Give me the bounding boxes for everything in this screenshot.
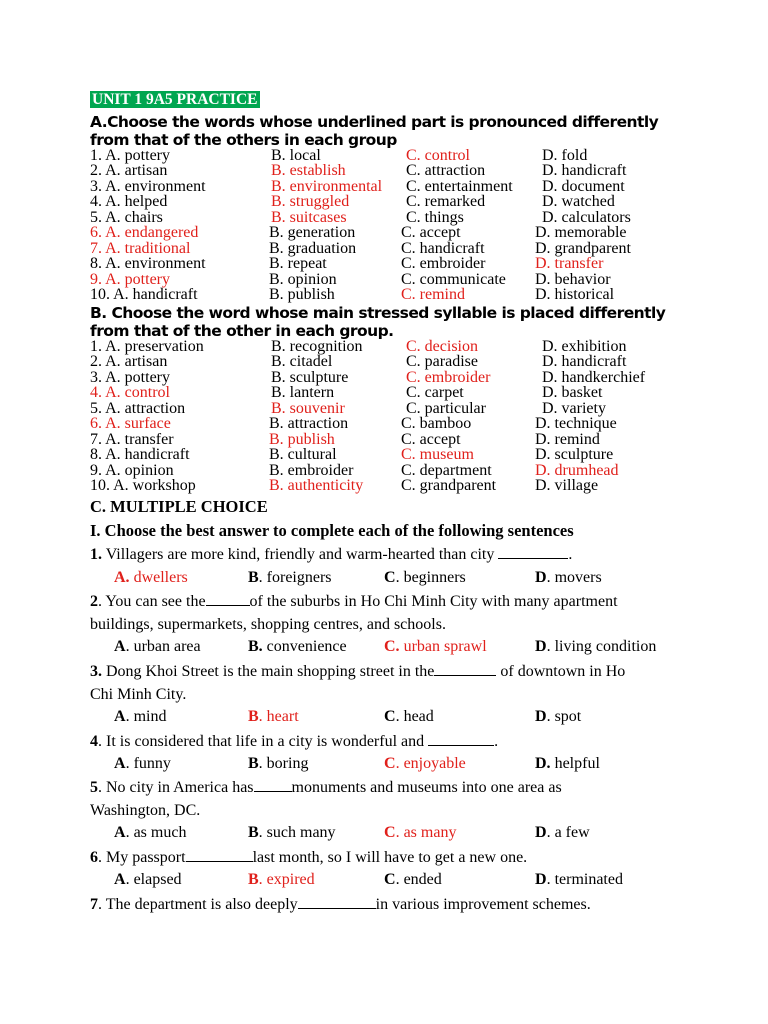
answer-blank (206, 591, 250, 606)
option-b-answer: B. souvenir (271, 400, 345, 417)
option-d-answer: D. drumhead (535, 462, 619, 479)
option-d: D. behavior (535, 271, 611, 288)
option-c-answer: C. urban sprawl (384, 638, 487, 655)
option-a: 1. A. pottery (90, 147, 170, 164)
option-b: B. opinion (269, 271, 337, 288)
option-b: B. generation (269, 224, 356, 241)
option-b: B. local (271, 147, 321, 164)
option-d: D. watched (542, 193, 615, 210)
question-3 (90, 660, 690, 706)
option-b: B. such many (248, 824, 336, 841)
option-c-answer: C. remind (401, 286, 465, 303)
question-text-end: monuments and museums into one area as (291, 779, 562, 796)
answer-blank (298, 894, 376, 909)
option-c: C. accept (401, 431, 461, 448)
option-d: D. terminated (535, 871, 623, 888)
option-b: B. citadel (271, 353, 333, 370)
option-c: C. particular (406, 400, 486, 417)
option-c: C. carpet (406, 384, 464, 401)
question-number: 4 (90, 733, 98, 750)
question-number: 6 (90, 849, 98, 866)
option-b: B. repeat (269, 255, 327, 272)
question-text-end: of downtown in Ho (496, 663, 626, 680)
question-4 (90, 730, 690, 753)
question-text: Villagers are more kind, friendly and warm-hearted than city (102, 546, 499, 563)
option-c: C. attraction (406, 162, 486, 179)
option-c-answer: C. as many (384, 824, 457, 841)
option-a-answer: 7. A. traditional (90, 240, 191, 257)
question-text-end: . (568, 546, 573, 563)
question-text-line2: buildings, supermarkets, shopping centres, and schools. (90, 616, 446, 633)
option-d: D. basket (542, 384, 603, 401)
question-6 (90, 846, 690, 869)
section-b-heading: B. Choose the word whose main stressed syllable is placed differently from that of the other in each group. (90, 304, 666, 340)
question-2 (90, 590, 690, 636)
option-a: 2. A. artisan (90, 353, 168, 370)
question-text-end: of the suburbs in Ho Chi Minh City with many apartment (249, 593, 618, 610)
question-text: Dong Khoi Street is the main shopping street in the (102, 663, 435, 680)
option-b-answer: B. authenticity (269, 477, 364, 494)
section-c-heading: C. MULTIPLE CHOICE (90, 497, 268, 516)
answer-blank (434, 661, 496, 676)
question-7 (90, 893, 690, 916)
option-c: C. department (401, 462, 492, 479)
option-c-answer: C. control (406, 147, 470, 164)
option-a: 5. A. chairs (90, 209, 163, 226)
option-c: C. bamboo (401, 415, 472, 432)
option-c: C. paradise (406, 353, 478, 370)
option-a: 10. A. handicraft (90, 286, 198, 303)
option-c: C. accept (401, 224, 461, 241)
question-number: 2 (90, 593, 98, 610)
option-d: D. fold (542, 147, 588, 164)
question-number: 7 (90, 896, 98, 913)
option-c-answer: C. enjoyable (384, 755, 466, 772)
page-title: UNIT 1 9A5 PRACTICE (92, 91, 258, 108)
option-b: B. lantern (271, 384, 335, 401)
option-c: C. entertainment (406, 178, 513, 195)
option-c-answer: C. embroider (406, 369, 491, 386)
option-a: 3. A. environment (90, 178, 206, 195)
option-a-answer: 6. A. surface (90, 415, 171, 432)
option-c: C. communicate (401, 271, 506, 288)
option-a-answer: 9. A. pottery (90, 271, 170, 288)
option-d: D. grandparent (535, 240, 631, 257)
option-a: A. elapsed (114, 871, 182, 888)
option-c: C. beginners (384, 569, 466, 586)
question-text-line2: Chi Minh City. (90, 686, 187, 703)
option-a: A. as much (114, 824, 187, 841)
option-d: D. sculpture (535, 446, 614, 463)
option-a: 8. A. environment (90, 255, 206, 272)
question-text-end: . (494, 733, 499, 750)
option-c: C. grandparent (401, 477, 497, 494)
option-a: 10. A. workshop (90, 477, 196, 494)
question-1 (90, 543, 690, 566)
option-a: 2. A. artisan (90, 162, 168, 179)
option-b-answer: B. expired (248, 871, 315, 888)
option-d: D. handicraft (542, 353, 627, 370)
question-text-end: last month, so I will have to get a new one. (252, 849, 528, 866)
question-number: 1. (90, 546, 102, 563)
option-b-answer: B. heart (248, 708, 299, 725)
option-b-answer: B. struggled (271, 193, 350, 210)
option-a: 9. A. opinion (90, 462, 174, 479)
option-c: C. handicraft (401, 240, 485, 257)
option-a: 8. A. handicraft (90, 446, 190, 463)
option-a: 5. A. attraction (90, 400, 186, 417)
option-d: D. technique (535, 415, 617, 432)
option-d: D. movers (535, 569, 602, 586)
question-number: 5 (90, 779, 98, 796)
option-a: 7. A. transfer (90, 431, 174, 448)
option-d: D. helpful (535, 755, 600, 772)
option-b: B. sculpture (271, 369, 349, 386)
answer-blank (428, 731, 494, 746)
option-d: D. village (535, 477, 599, 494)
option-c-answer: C. decision (406, 338, 478, 355)
option-b: B. recognition (271, 338, 363, 355)
option-d: D. document (542, 178, 625, 195)
option-d-answer: D. transfer (535, 255, 604, 272)
option-d: D. historical (535, 286, 615, 303)
option-d: D. handkerchief (542, 369, 646, 386)
option-a-answer: 4. A. control (90, 384, 170, 401)
question-number: 3. (90, 663, 102, 680)
option-b: B. convenience (248, 638, 347, 655)
option-c: C. remarked (406, 193, 486, 210)
answer-blank (254, 777, 292, 792)
option-b: B. foreigners (248, 569, 332, 586)
option-d: D. living condition (535, 638, 657, 655)
option-b: B. publish (269, 286, 335, 303)
option-d: D. calculators (542, 209, 631, 226)
question-5 (90, 776, 690, 822)
option-a-answer: A. dwellers (114, 569, 188, 586)
section-a-heading: A.Choose the words whose underlined part is pronounced differently from that of the others in each group (90, 113, 659, 149)
option-c: C. embroider (401, 255, 486, 272)
answer-blank (498, 544, 568, 559)
option-b-answer: B. publish (269, 431, 335, 448)
option-b-answer: B. suitcases (271, 209, 347, 226)
option-c: C. things (406, 209, 464, 226)
option-a: 1. A. preservation (90, 338, 204, 355)
option-b-answer: B. environmental (271, 178, 383, 195)
question-text: . It is considered that life in a city is wonderful and (98, 733, 429, 750)
option-a: A. funny (114, 755, 171, 772)
option-a-answer: 6. A. endangered (90, 224, 199, 241)
option-b: B. embroider (269, 462, 354, 479)
question-text-line2: Washington, DC. (90, 802, 201, 819)
question-text: . My passport (98, 849, 186, 866)
option-d: D. spot (535, 708, 582, 725)
question-text: . The department is also deeply (98, 896, 298, 913)
section-c-subheading: I. Choose the best answer to complete each of the following sentences (90, 521, 574, 540)
question-text: . You can see the (98, 593, 206, 610)
option-d: D. exhibition (542, 338, 627, 355)
answer-blank (186, 847, 253, 862)
option-c: C. head (384, 708, 434, 725)
option-d: D. memorable (535, 224, 627, 241)
option-b: B. attraction (269, 415, 349, 432)
option-a: 4. A. helped (90, 193, 168, 210)
option-d: D. variety (542, 400, 606, 417)
option-a: A. mind (114, 708, 167, 725)
question-text-end: in various improvement schemes. (375, 896, 591, 913)
option-b: B. boring (248, 755, 309, 772)
option-b: B. cultural (269, 446, 337, 463)
option-d: D. handicraft (542, 162, 627, 179)
option-c-answer: C. museum (401, 446, 474, 463)
option-b-answer: B. establish (271, 162, 346, 179)
option-a: 3. A. pottery (90, 369, 170, 386)
question-text: . No city in America has (98, 779, 254, 796)
option-d: D. remind (535, 431, 600, 448)
option-b: B. graduation (269, 240, 357, 257)
option-a: A. urban area (114, 638, 201, 655)
option-d: D. a few (535, 824, 590, 841)
option-c: C. ended (384, 871, 442, 888)
